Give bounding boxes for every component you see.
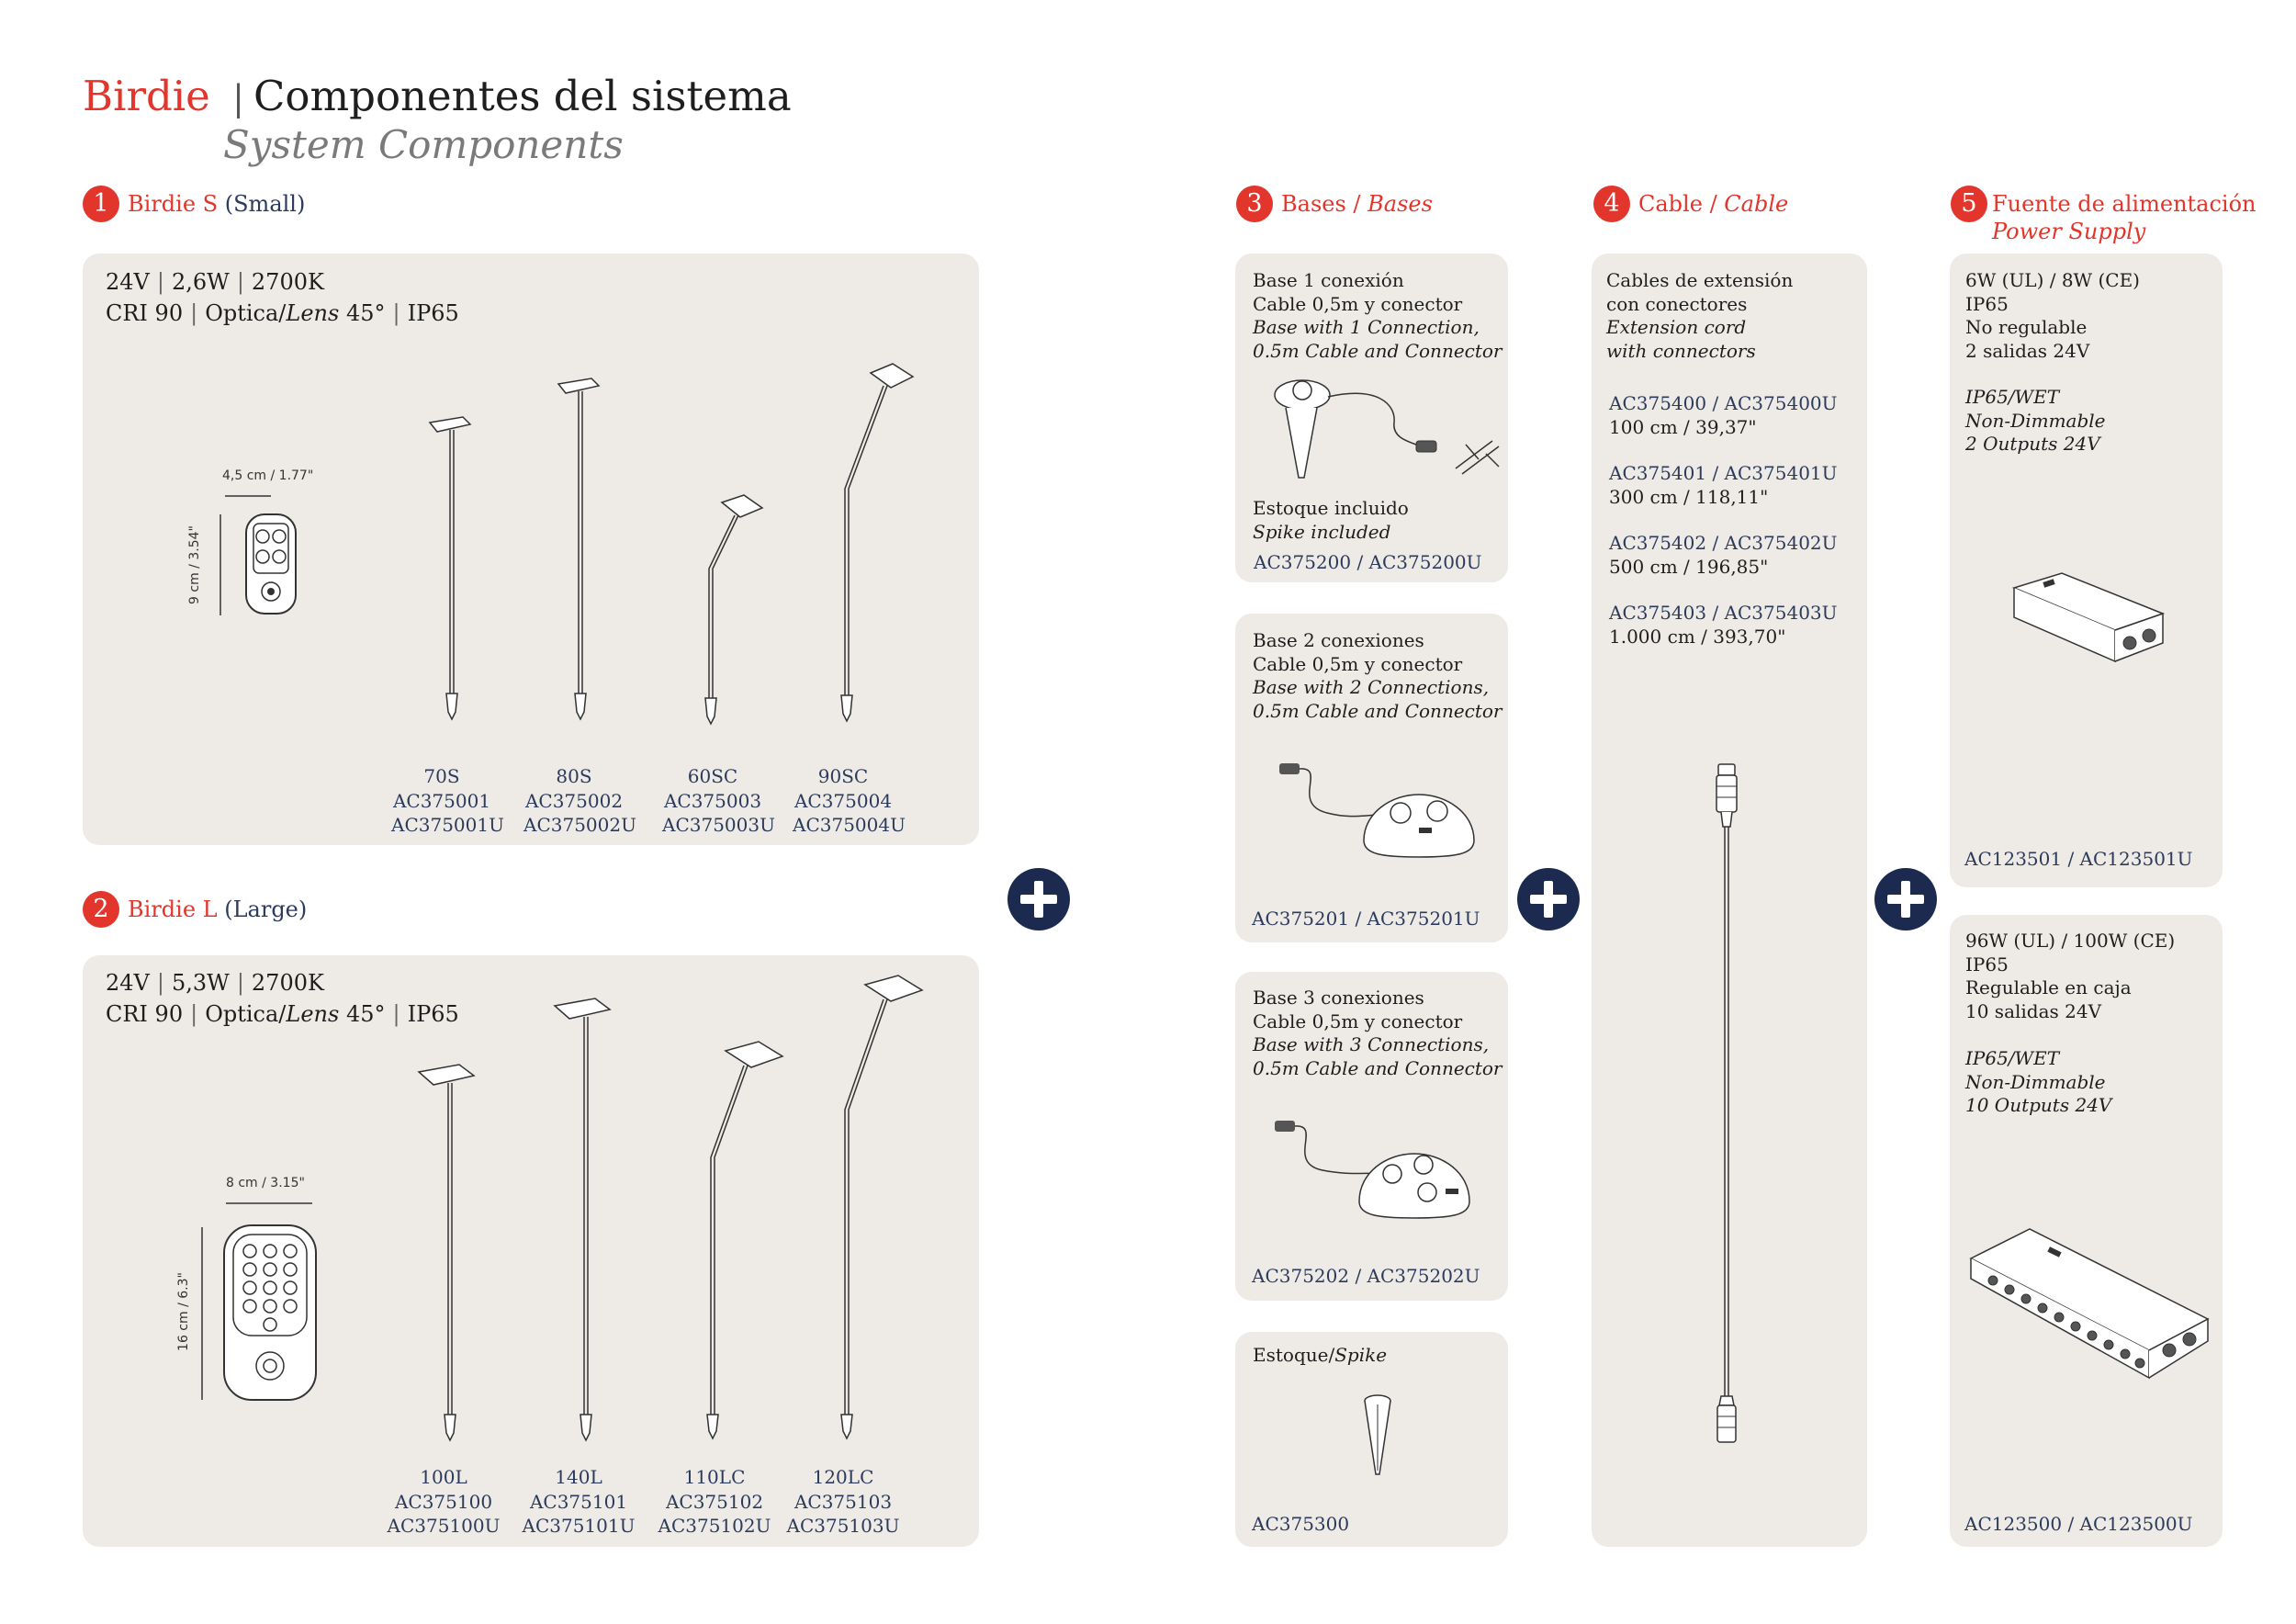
model-120lc [783,1465,903,1539]
page-subtitle: System Components [223,122,624,167]
cable-text [1606,269,1793,363]
cable-label-en-2: with connectors [1606,339,1756,362]
model-code: AC375101 [529,1490,628,1513]
section-name-en: Cable [1724,191,1789,217]
spec-slash: / [278,1001,287,1027]
model-90sc [793,764,906,838]
model-code-u: AC375100U [387,1515,501,1537]
base-3-cable: Cable 0,5m y conector [1253,1009,1463,1032]
power-1-text-en [1965,386,2106,457]
cable-length: 1.000 cm / 393,70" [1609,625,1786,648]
model-code-u: AC375103U [786,1515,900,1537]
dim-height-small: 9 cm / 3.54" [187,525,202,604]
dim-width-small: 4,5 cm / 1.77" [222,468,314,483]
power-2-text [1965,930,2175,1023]
model-code: AC375100 [394,1490,493,1513]
section-heading-small [128,190,305,218]
spec-optic: Optica [205,1001,279,1027]
spec-ip: IP65 [407,1001,459,1027]
spec-voltage: 24V [106,970,150,996]
model-code: AC375103 [793,1490,893,1513]
base-1-cable: Cable 0,5m y conector [1253,292,1463,315]
base-1-label: Base 1 conexión [1253,269,1404,291]
cable-item-3 [1609,532,1838,579]
power-1-watt: 6W (UL) / 8W (CE) [1965,269,2140,291]
model-code: AC375102 [665,1490,764,1513]
luminaire-100l-icon [413,1061,487,1447]
section-heading-large [128,896,307,923]
section-name: Bases [1281,191,1346,217]
spec-lens: Lens [286,300,340,326]
section-heading-bases [1281,190,1433,218]
spec-line-1-large: 24V | 5,3W | 2700K [106,970,324,996]
luminaire-80s-icon [551,375,606,724]
model-name: 100L [420,1466,467,1488]
power-2-ip: IP65 [1965,953,2009,976]
section-name-en: Power Supply [1992,219,2146,244]
model-code-u: AC375001U [391,814,504,836]
base-2-code: AC375201 / AC375201U [1252,908,1480,930]
spec-angle: 45° [345,300,386,326]
spike-code: AC375300 [1252,1513,1350,1535]
spec-voltage: 24V [106,269,150,295]
section-number-1: 1 [83,186,119,222]
section-number-4: 4 [1593,186,1630,222]
spec-ip: IP65 [407,300,459,326]
base-1-code: AC375200 / AC375200U [1254,551,1482,573]
model-100l [384,1465,503,1539]
model-110lc [655,1465,774,1539]
power-1-dimming-en: Non-Dimmable [1965,409,2106,432]
model-code-u: AC375102U [658,1515,771,1537]
dim-height-large: 16 cm / 6.3" [176,1272,191,1351]
spec-kelvin: 2700K [251,269,324,295]
page-title [83,72,792,123]
spec-optic: Optica [205,300,279,326]
cable-code: AC375403 / AC375403U [1609,602,1838,624]
base-1-note [1253,497,1409,544]
base-2-text [1253,629,1503,723]
model-code: AC375002 [524,789,624,812]
luminaire-70s-icon [422,413,478,726]
model-name: 140L [555,1466,602,1488]
spike-label-en: Spike [1334,1344,1388,1366]
section-extra: (Large) [224,897,308,922]
spec-cri: CRI 90 [106,1001,184,1027]
spec-watt: 2,6W [171,269,230,295]
base-2-hub-icon [1272,749,1492,868]
cable-label-2: con conectores [1606,292,1748,315]
base-3-label-en: Base with 3 Connections, [1253,1033,1490,1055]
base-1-label-en: Base with 1 Connection, [1253,316,1480,338]
base-2-label-en: Base with 2 Connections, [1253,676,1490,698]
cable-code: AC375401 / AC375401U [1609,462,1838,484]
model-name: 70S [423,765,460,787]
cable-item-1 [1609,392,1838,439]
plus-icon [1517,868,1580,930]
base-1-cable-en: 0.5m Cable and Connector [1253,339,1503,362]
cable-length: 500 cm / 196,85" [1609,555,1769,578]
spec-angle: 45° [345,1001,386,1027]
model-name: 110LC [683,1466,746,1488]
power-2-text-en [1965,1047,2111,1118]
base-3-hub-icon [1267,1111,1488,1231]
section-name: Birdie L [128,897,218,922]
spike-label [1253,1344,1387,1368]
model-code-u: AC375101U [522,1515,636,1537]
spec-cri: CRI 90 [106,300,184,326]
power-2-outputs-en: 10 Outputs 24V [1965,1094,2112,1116]
base-2-label: Base 2 conexiones [1253,629,1424,651]
model-code-u: AC375002U [523,814,636,836]
base-1-spike-icon [1258,367,1506,487]
luminaire-120lc-icon [799,972,928,1442]
power-2-outputs: 10 salidas 24V [1965,999,2102,1022]
cable-item-2 [1609,462,1838,509]
section-slash: / [1709,191,1717,217]
model-code-u: AC375003U [662,814,775,836]
base-3-text [1253,987,1503,1080]
dim-width-large: 8 cm / 3.15" [226,1176,305,1190]
power-1-text [1965,269,2140,363]
section-number-5: 5 [1951,186,1987,222]
base-3-cable-en: 0.5m Cable and Connector [1253,1056,1503,1079]
section-heading-power [1992,190,2257,245]
light-head-large-icon [193,1194,331,1405]
base-2-cable: Cable 0,5m y conector [1253,652,1463,675]
section-slash: / [1353,191,1361,217]
title-separator: | [232,78,244,118]
model-70s [391,764,504,838]
power-2-code: AC123500 / AC123500U [1964,1513,2193,1535]
power-1-ip-en: IP65/WET [1965,386,2060,408]
luminaire-110lc-icon [670,1038,799,1442]
power-1-ip: IP65 [1965,292,2009,315]
spec-watt: 5,3W [171,970,230,996]
title-text: Componentes del sistema [253,72,792,120]
section-name: Fuente de alimentación [1992,191,2257,217]
model-60sc [662,764,775,838]
section-extra: (Small) [224,191,306,217]
cable-code: AC375400 / AC375400U [1609,392,1838,414]
section-name-en: Bases [1367,191,1433,217]
luminaire-90sc-icon [808,360,928,727]
section-name: Cable [1638,191,1703,217]
base-1-note-es: Estoque incluido [1253,497,1409,519]
model-code: AC375003 [663,789,762,812]
power-1-dimming: No regulable [1965,316,2088,338]
power-1-code: AC123501 / AC123501U [1964,848,2193,870]
base-3-label: Base 3 conexiones [1253,987,1424,1009]
base-1-note-en: Spike included [1253,520,1391,543]
power-2-ip-en: IP65/WET [1965,1047,2060,1069]
cable-length: 100 cm / 39,37" [1609,415,1757,438]
cable-item-4 [1609,602,1838,648]
model-name: 120LC [812,1466,874,1488]
model-name: 90SC [817,765,869,787]
section-name: Birdie S [128,191,219,217]
cable-label-en: Extension cord [1606,316,1747,338]
spike-slash: / [1328,1344,1335,1366]
model-name: 80S [556,765,592,787]
spec-lens: Lens [286,1001,340,1027]
spike-icon [1359,1392,1396,1479]
base-1-text [1253,269,1503,363]
section-number-3: 3 [1236,186,1273,222]
spec-slash: / [278,300,287,326]
cable-code: AC375402 / AC375402U [1609,532,1838,554]
model-code: AC375001 [392,789,491,812]
base-2-cable-en: 0.5m Cable and Connector [1253,699,1503,722]
model-code: AC375004 [793,789,893,812]
power-2-dimming: Regulable en caja [1965,976,2132,998]
cable-length: 300 cm / 118,11" [1609,485,1769,508]
power-supply-small-icon [2007,570,2172,680]
model-140l [519,1465,638,1539]
power-2-watt: 96W (UL) / 100W (CE) [1965,930,2176,952]
model-code-u: AC375004U [793,814,906,836]
spike-label-es: Estoque [1253,1344,1329,1366]
plus-icon [1007,868,1070,930]
spec-line-2-small: CRI 90 | Optica/Lens 45° | IP65 [106,300,459,326]
cable-label: Cables de extensión [1606,269,1794,291]
spec-kelvin: 2700K [251,970,324,996]
model-80s [523,764,636,838]
power-supply-large-icon [1965,1222,2213,1387]
power-1-outputs-en: 2 Outputs 24V [1965,433,2100,455]
section-number-2: 2 [83,891,119,928]
model-name: 60SC [687,765,738,787]
spec-line-2-large: CRI 90 | Optica/Lens 45° | IP65 [106,1001,459,1027]
luminaire-140l-icon [549,995,623,1445]
plus-icon [1874,868,1937,930]
light-head-small-icon [211,487,321,634]
power-1-outputs: 2 salidas 24V [1965,339,2090,362]
luminaire-60sc-icon [670,491,771,730]
brand-name: Birdie [83,72,210,120]
power-2-dimming-en: Non-Dimmable [1965,1070,2106,1093]
spec-line-1-small: 24V | 2,6W | 2700K [106,269,324,295]
base-3-code: AC375202 / AC375202U [1252,1265,1480,1287]
section-heading-cable [1638,190,1788,218]
extension-cable-icon [1710,762,1743,1451]
